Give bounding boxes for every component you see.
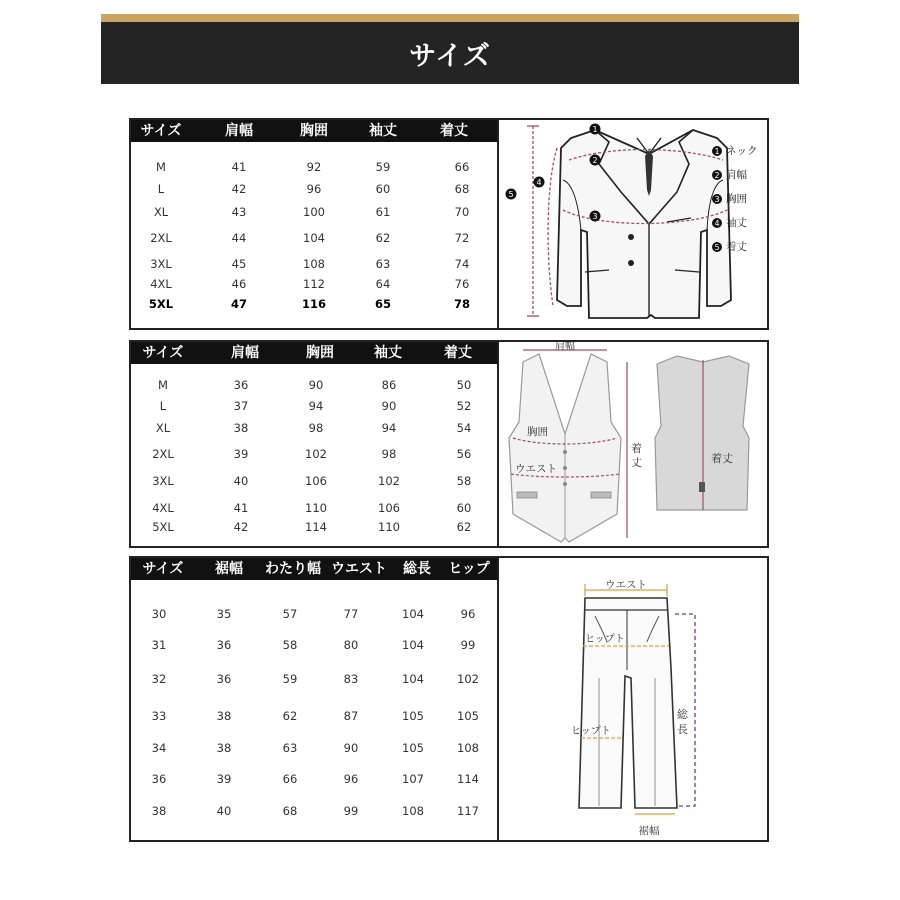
table-cell: 102 (457, 672, 479, 686)
table-cell: 102 (378, 474, 400, 488)
table-cell: 114 (305, 520, 327, 534)
pants-outline-shape (579, 598, 677, 808)
table-cell: 35 (216, 607, 232, 621)
table-cell: 90 (343, 741, 359, 755)
table-row (131, 398, 497, 414)
legend-number: 1 (714, 147, 720, 156)
table-cell: 40 (216, 804, 232, 818)
pants-hip-label: ヒップト (585, 634, 625, 645)
table-header (131, 120, 497, 142)
table-cell: 70 (454, 205, 470, 219)
table-cell: XL (155, 421, 171, 435)
legend-number: 4 (714, 219, 720, 228)
header-cell: 胸囲 (306, 345, 334, 361)
table-cell: 54 (456, 421, 472, 435)
table-cell: 40 (233, 474, 249, 488)
table-cell: 100 (303, 205, 325, 219)
vest-size-panel (129, 340, 769, 548)
table-cell: 94 (381, 421, 397, 435)
table-row (131, 637, 497, 653)
table-row (131, 377, 497, 393)
table-cell: 42 (231, 182, 247, 196)
pants-waist-label: ウエスト (605, 579, 647, 591)
table-row (131, 771, 497, 787)
legend-number: 3 (714, 195, 720, 204)
pants-diagram (499, 558, 767, 840)
legend-label: 着丈 (726, 241, 747, 253)
table-cell: 60 (375, 182, 391, 196)
table-cell: 80 (343, 638, 359, 652)
table-cell: 104 (402, 638, 424, 652)
table-cell: 4XL (150, 277, 172, 291)
table-cell: 58 (456, 474, 472, 488)
vest-waist-label: ウエスト (515, 463, 557, 475)
vest-diagram (499, 342, 767, 546)
table-row (131, 519, 497, 535)
pants-thigh-label: ヒップト (571, 726, 611, 737)
table-cell: 66 (282, 772, 298, 786)
table-cell: 38 (216, 741, 232, 755)
legend-number: 2 (714, 171, 720, 180)
table-header (131, 558, 497, 580)
header-cell: サイズ (140, 123, 182, 139)
table-cell: 114 (457, 772, 479, 786)
table-cell: 38 (151, 804, 167, 818)
table-cell: 56 (456, 447, 472, 461)
jacket-size-panel (129, 118, 769, 330)
table-cell: 72 (454, 231, 470, 245)
table-cell: 94 (308, 399, 324, 413)
header-cell: 袖丈 (369, 123, 397, 139)
table-row (131, 671, 497, 687)
title-banner (101, 22, 799, 84)
table-cell: 106 (305, 474, 327, 488)
marker-label: 1 (592, 125, 598, 134)
table-cell: 2XL (150, 231, 172, 245)
vest-button (563, 450, 567, 454)
table-cell: 62 (282, 709, 298, 723)
pants-hem-label: 裾幅 (638, 825, 660, 837)
header-cell: サイズ (142, 561, 184, 577)
pants-length-label: 総 (677, 708, 688, 721)
table-cell: 36 (151, 772, 167, 786)
table-cell: 5XL (148, 297, 174, 311)
table-cell: 106 (378, 501, 400, 515)
jacket-button (628, 234, 634, 240)
vest-size-table (131, 342, 499, 546)
table-cell: 37 (233, 399, 249, 413)
table-row (131, 446, 497, 462)
pants-size-table (131, 558, 499, 840)
table-cell: 104 (303, 231, 325, 245)
header-cell: 袖丈 (374, 345, 402, 361)
vest-length-label: 丈 (631, 456, 642, 469)
table-cell: 78 (453, 297, 471, 311)
vest-shoulder-label: 肩幅 (555, 342, 575, 352)
header-cell: 裾幅 (215, 561, 243, 577)
legend-number: 5 (714, 243, 720, 252)
table-row (131, 500, 497, 516)
table-cell: 99 (343, 804, 359, 818)
legend-label: ネック (726, 145, 758, 157)
table-cell: 104 (402, 607, 424, 621)
table-row (131, 473, 497, 489)
vest-length-label: 着 (631, 442, 642, 455)
table-cell: 63 (375, 257, 391, 271)
table-cell: 42 (233, 520, 249, 534)
table-cell: 34 (151, 741, 167, 755)
table-cell: 96 (343, 772, 359, 786)
table-row (131, 803, 497, 819)
table-cell: 104 (402, 672, 424, 686)
table-cell: 38 (233, 421, 249, 435)
table-cell: M (156, 160, 166, 174)
table-cell: 39 (216, 772, 232, 786)
table-cell: 83 (343, 672, 359, 686)
table-cell: 62 (375, 231, 391, 245)
table-cell: 41 (231, 160, 247, 174)
table-cell: 105 (402, 741, 424, 755)
vest-button (563, 466, 567, 470)
table-cell: 68 (282, 804, 298, 818)
table-header (131, 342, 497, 364)
table-row (131, 708, 497, 724)
header-cell: 総長 (403, 561, 431, 577)
jacket-button (628, 260, 634, 266)
table-cell: 64 (375, 277, 391, 291)
table-cell: 30 (151, 607, 167, 621)
table-row (131, 159, 497, 175)
table-cell: 105 (457, 709, 479, 723)
table-cell: 96 (460, 607, 476, 621)
table-cell: 50 (456, 378, 472, 392)
header-cell: 肩幅 (231, 345, 259, 361)
table-row (131, 606, 497, 622)
marker-label: 2 (592, 156, 598, 165)
table-cell: 61 (375, 205, 391, 219)
table-cell: 41 (233, 501, 249, 515)
table-cell: 38 (216, 709, 232, 723)
legend-label: 袖丈 (726, 217, 747, 229)
marker-label: 4 (536, 178, 542, 187)
vest-back-length-label: 着丈 (711, 452, 733, 465)
table-cell: 76 (454, 277, 470, 291)
table-cell: 116 (301, 297, 327, 311)
table-cell: M (158, 378, 168, 392)
vest-pocket (591, 492, 611, 498)
table-row (131, 204, 497, 220)
table-row (131, 276, 497, 292)
table-cell: 31 (151, 638, 167, 652)
table-row (131, 296, 497, 312)
table-cell: 58 (282, 638, 298, 652)
table-cell: 92 (306, 160, 322, 174)
table-cell: L (159, 399, 167, 413)
table-cell: 108 (402, 804, 424, 818)
table-cell: 98 (308, 421, 324, 435)
table-cell: 77 (343, 607, 359, 621)
table-cell: 66 (454, 160, 470, 174)
table-cell: 47 (230, 297, 248, 311)
table-cell: L (157, 182, 165, 196)
table-cell: 3XL (150, 257, 172, 271)
table-row (131, 256, 497, 272)
vest-back-buckle (699, 482, 705, 492)
jacket-size-table (131, 120, 499, 328)
table-cell: 102 (305, 447, 327, 461)
table-row (131, 181, 497, 197)
table-cell: 96 (306, 182, 322, 196)
table-cell: 62 (456, 520, 472, 534)
table-cell: 52 (456, 399, 472, 413)
marker-label: 5 (508, 190, 514, 199)
header-cell: サイズ (142, 345, 184, 361)
table-row (131, 420, 497, 436)
table-cell: 43 (231, 205, 247, 219)
table-cell: 59 (282, 672, 298, 686)
table-cell: 36 (233, 378, 249, 392)
table-cell: 57 (282, 607, 298, 621)
table-cell: 110 (305, 501, 327, 515)
table-cell: 39 (233, 447, 249, 461)
table-cell: 63 (282, 741, 298, 755)
table-cell: 68 (454, 182, 470, 196)
table-cell: 3XL (152, 474, 174, 488)
table-cell: 33 (151, 709, 167, 723)
table-row (131, 740, 497, 756)
header-cell: ウエスト (331, 561, 387, 577)
gold-accent-bar (101, 14, 799, 22)
table-cell: 110 (378, 520, 400, 534)
header-cell: 着丈 (440, 123, 468, 139)
table-row (131, 230, 497, 246)
vest-illustration (499, 342, 767, 546)
vest-pocket (517, 492, 537, 498)
table-cell: 86 (381, 378, 397, 392)
table-cell: 90 (308, 378, 324, 392)
vest-button (563, 482, 567, 486)
table-cell: 74 (454, 257, 470, 271)
table-cell: 105 (402, 709, 424, 723)
table-cell: 36 (216, 672, 232, 686)
table-cell: 98 (381, 447, 397, 461)
table-cell: 90 (381, 399, 397, 413)
jacket-illustration (499, 120, 767, 328)
table-cell: 87 (343, 709, 359, 723)
table-cell: 2XL (152, 447, 174, 461)
header-cell: 胸囲 (300, 123, 328, 139)
page-title: サイズ (409, 40, 491, 72)
table-cell: 5XL (152, 520, 174, 534)
header-cell: 肩幅 (225, 123, 253, 139)
sleeve-guide-line (548, 148, 557, 306)
table-cell: XL (153, 205, 169, 219)
table-cell: 36 (216, 638, 232, 652)
table-cell: 112 (303, 277, 325, 291)
legend-label: 肩幅 (726, 169, 747, 181)
pants-size-panel (129, 556, 769, 842)
table-cell: 46 (231, 277, 247, 291)
vest-chest-label: 胸囲 (527, 426, 548, 438)
table-cell: 45 (231, 257, 247, 271)
pants-illustration (499, 558, 767, 840)
table-cell: 60 (456, 501, 472, 515)
table-cell: 107 (402, 772, 424, 786)
header-cell: わたり幅 (265, 561, 321, 577)
table-cell: 44 (231, 231, 247, 245)
header-cell: ヒップ (448, 561, 490, 577)
table-cell: 99 (460, 638, 476, 652)
table-cell: 65 (374, 297, 392, 311)
jacket-diagram (499, 120, 767, 328)
pants-length-label: 長 (677, 723, 688, 736)
table-cell: 117 (457, 804, 479, 818)
legend-label: 胸囲 (726, 193, 747, 205)
table-cell: 59 (375, 160, 391, 174)
table-cell: 108 (457, 741, 479, 755)
table-cell: 108 (303, 257, 325, 271)
marker-label: 3 (592, 212, 598, 221)
table-cell: 32 (151, 672, 167, 686)
header-cell: 着丈 (444, 345, 472, 361)
table-cell: 4XL (152, 501, 174, 515)
